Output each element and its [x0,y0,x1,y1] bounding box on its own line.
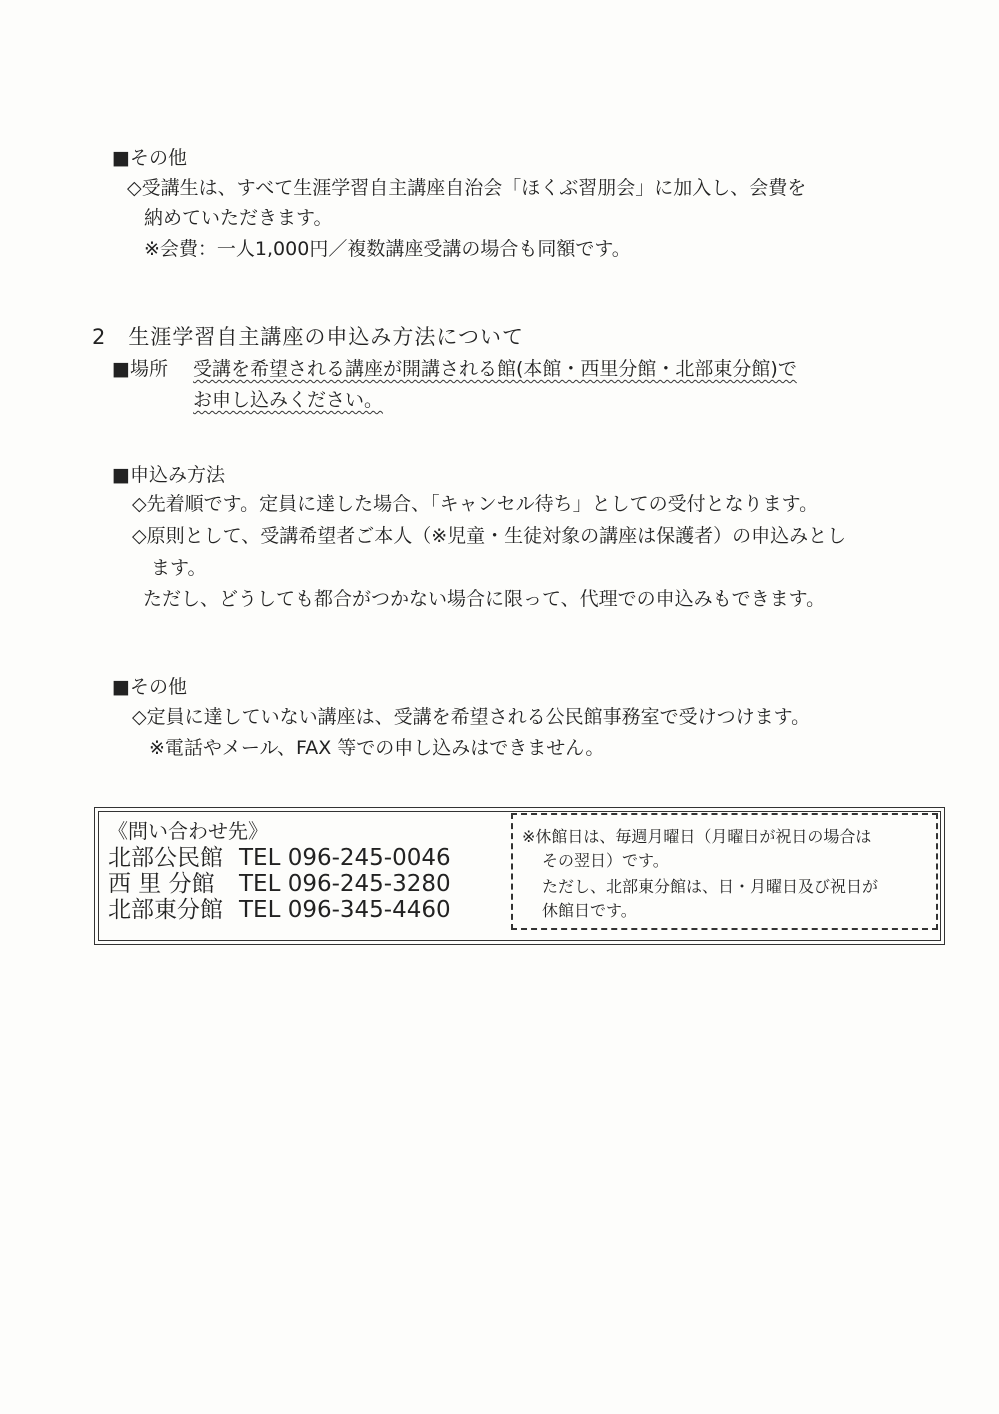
contact-title: 《問い合わせ先》 [108,819,268,843]
other2-line2: ※電話やメール、FAX 等での申し込みはできません。 [149,737,605,759]
contact-tel-nishizato: TEL 096-245-3280 [239,871,451,897]
fee-text-line2: 納めていただきます。 [144,207,333,229]
other-heading: ■その他 [112,147,187,169]
method-line2: ◇原則として、受講希望者ご本人（※児童・生徒対象の講座は保護者）の申込みとし [132,525,847,547]
fee-text-line1: ◇受講生は、すべて生涯学習自主講座自治会「ほくぶ習朋会」に加入し、会費を [127,177,807,199]
method-line3: ます。 [151,557,207,579]
section2-title: 2 生涯学習自主講座の申込み方法について [92,325,524,349]
place-text-line2: お申し込みください。 [193,389,384,411]
contact-name-nishizato: 西 里 分館 [108,871,215,897]
contact-tel-kitabu: TEL 096-245-0046 [239,845,451,871]
contact-name-kitabu-higashi: 北部東分館 [108,897,223,923]
contact-name-kitabu: 北部公民館 [108,845,223,871]
method-heading: ■申込み方法 [112,464,225,486]
place-label: ■場所 [112,358,168,380]
closed-days-line4: 休館日です。 [542,901,637,920]
closed-days-line2: その翌日）です。 [542,851,669,870]
other2-line1: ◇定員に達していない講座は、受講を希望される公民館事務室で受けつけます。 [132,706,811,728]
closed-days-line3: ただし、北部東分館は、日・月曜日及び祝日が [542,877,879,896]
method-line4: ただし、どうしても都合がつかない場合に限って、代理での申込みもできます。 [143,588,826,610]
contact-tel-kitabu-higashi: TEL 096-345-4460 [239,897,451,923]
closed-days-line1: ※休館日は、毎週月曜日（月曜日が祝日の場合は [522,827,872,846]
place-text-line1: 受講を希望される講座が開講される館(本館・西里分館・北部東分館)で [193,358,797,380]
fee-note: ※会費：一人1,000円／複数講座受講の場合も同額です。 [144,238,631,260]
other2-heading: ■その他 [112,676,187,698]
method-line1: ◇先着順です。定員に達した場合、「キャンセル待ち」としての受付となります。 [132,493,819,515]
